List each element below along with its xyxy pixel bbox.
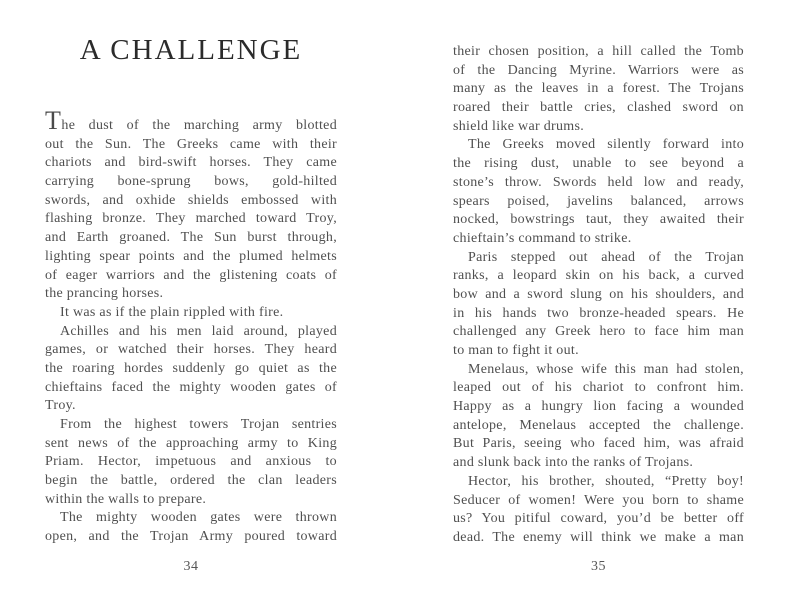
page-left: [45, 0, 337, 606]
text-line: lighting spear points and the plumed helmets: [45, 248, 337, 264]
text-line: Hector, his brother, shouted, “Pretty boy!: [468, 473, 744, 489]
page-number-left: 34: [183, 559, 199, 574]
text-line: the rising dust, unable to see beyond a: [453, 156, 744, 172]
text-line: carrying bone-sprung bows, gold-hilted: [45, 174, 337, 190]
text-line: the prancing horses.: [45, 286, 164, 302]
text-line: challenged any Greek hero to face him man: [453, 324, 744, 340]
text-line: It was as if the plain rippled with fire.: [60, 304, 284, 320]
text-line: From the highest towers Trojan sentries: [60, 417, 337, 432]
text-line: dead. The enemy will think we make a man: [453, 529, 744, 545]
text-line: But Paris, seeing who faced him, was afraid: [453, 436, 744, 452]
text-line: games, or watched their horses. They heard: [45, 342, 337, 358]
chapter-title: A CHALLENGE: [79, 34, 303, 66]
text-line: nocked, bowstrings taut, they awaited their: [453, 212, 744, 228]
text-line: within the walls to prepare.: [45, 491, 207, 507]
text-line: Menelaus, whose wife this man had stolen,: [468, 361, 744, 377]
text-line: Troy.: [45, 398, 76, 414]
text-line: and slunk back into the ranks of Trojans.: [453, 455, 694, 471]
text-line: and Earth groaned. The Sun burst through,: [45, 230, 337, 246]
text-line: Paris stepped out ahead of the Trojan: [468, 249, 744, 265]
text-line: The mighty wooden gates were thrown: [60, 510, 337, 526]
text-line: in his hands two bronze-headed spears. He: [453, 305, 744, 321]
text-line: spears poised, javelins balanced, arrows: [453, 193, 744, 209]
page-number-right: 35: [591, 559, 606, 574]
text-line: The dust of the marching army blotted: [45, 106, 337, 135]
text-line: chieftains faced the mighty wooden gates of: [45, 379, 337, 395]
text-line: Achilles and his men laid around, played: [60, 323, 337, 339]
text-line: begin the battle, ordered the clan leaders: [45, 473, 337, 489]
text-line: antelope, Menelaus accepted the challenge.: [453, 417, 744, 433]
page-right-text: [453, 43, 744, 548]
text-line: Seducer of women! Were you born to shame: [453, 492, 744, 508]
text-line: roared their battle cries, clashed sword on: [453, 100, 744, 116]
text-line: to man to fight it out.: [453, 343, 579, 358]
text-line: of eager warriors and the glistening coats of: [45, 267, 337, 283]
initial-capital: T: [45, 106, 62, 135]
text-line: open, and the Trojan Army poured toward: [45, 529, 337, 545]
text-line: ranks, a leopard skin on his back, a curved: [453, 268, 744, 284]
text-line: swords, and oxhide shields embossed with: [45, 192, 337, 208]
text-line: bow and a sword slung on his shoulders, and: [453, 286, 744, 302]
text-line: leaped out of his chariot to confront him.: [453, 380, 744, 396]
text-line: out the Sun. The Greeks came with their: [45, 136, 337, 152]
text-line: The Greeks moved silently forward into: [468, 137, 744, 153]
text-line: stone’s throw. Swords held low and ready,: [453, 174, 744, 190]
text-line: Priam. Hector, impetuous and anxious to: [45, 454, 337, 470]
text-line: of the Dancing Myrine. Warriors were as: [453, 62, 744, 78]
text-line: Happy as a hungry lion facing a wounded: [453, 399, 744, 415]
text-line: their chosen position, a hill called the Tomb: [453, 44, 744, 59]
text-line: chieftain’s command to strike.: [453, 230, 632, 246]
text-line: many as the leaves in a forest. The Trojans: [453, 81, 744, 97]
text-line: the roaring hordes suddenly go quiet as the: [45, 360, 337, 376]
text-line: flashing bronze. They marched toward Troy,: [45, 211, 337, 227]
text-line: shield like war drums.: [453, 118, 585, 134]
page-left-text: [45, 106, 337, 547]
text-line: us? You pitiful coward, you’d be better off: [453, 511, 744, 527]
page-right: [453, 0, 744, 606]
text-line: chariots and bird-swift horses. They came: [45, 155, 337, 171]
text-line: sent news of the approaching army to King: [45, 435, 337, 451]
